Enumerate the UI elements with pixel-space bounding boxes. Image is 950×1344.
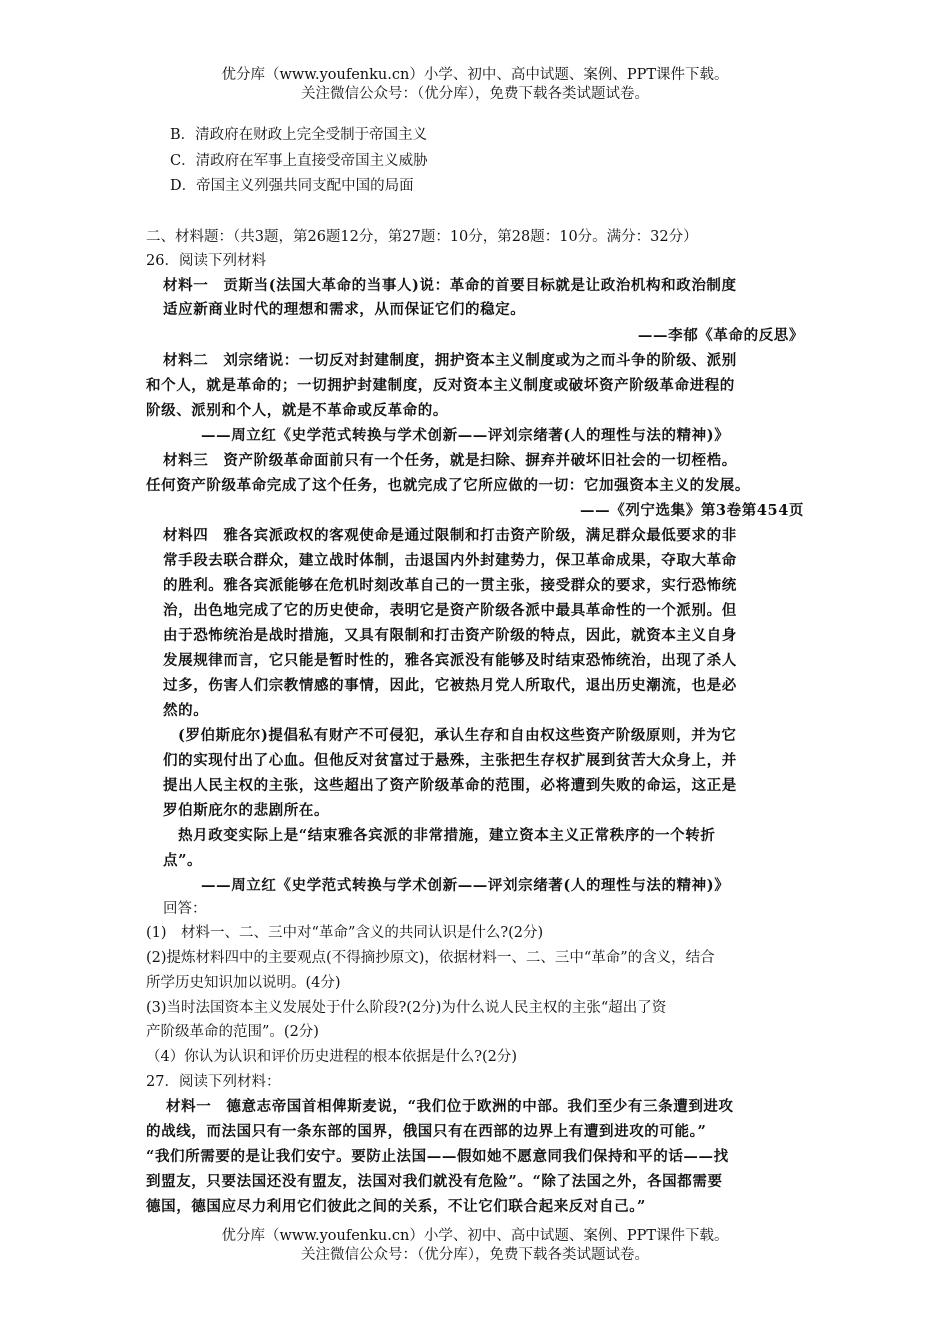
q26-number: 26．阅读下列材料 [146, 253, 266, 269]
option-c: C．清政府在军事上直接受帝国主义威胁 [170, 153, 428, 169]
q26-robespierre-line-2: 们的实现付出了心血。但他反对贫富过于悬殊，主张把生存权扩展到贫苦大众身上，并 [163, 752, 737, 769]
page-header [0, 66, 950, 104]
q26-material-4-line-8: 然的。 [163, 702, 209, 719]
q26-material-3-line-2: 任何资产阶级革命完成了这个任务，也就完成了它所应做的一切：它加强资本主义的发展。 [146, 477, 750, 494]
page-footer [0, 1227, 950, 1265]
q26-question-3-line-1: (3)当时法国资本主义发展处于什么阶段?(2分)为什么说人民主权的主张“超出了资 [146, 1000, 667, 1016]
q26-material-4-line-7: 过多，伤害人们宗教情感的事情，因此，它被热月党人所取代，退出历史潮流，也是必 [163, 677, 737, 694]
option-d: D．帝国主义列强共同支配中国的局面 [170, 178, 414, 194]
q26-robespierre-line-4: 罗伯斯庇尔的悲剧所在。 [163, 802, 330, 819]
header-line-1: 优分库（www.youfenku.cn）小学、初中、高中试题、案例、PPT课件下载。 [221, 67, 729, 83]
q26-material-4-source: ——周立红《史学范式转换与学术创新——评刘宗绪著(人的理性与法的精神)》 [201, 877, 730, 894]
q26-material-4-line-1: 材料四 雅各宾派政权的客观使命是通过限制和打击资产阶级，满足群众最低要求的非 [163, 527, 737, 544]
q26-material-4-line-5: 由于恐怖统治是战时措施，又具有限制和打击资产阶级的特点，因此，就资本主义自身 [163, 627, 737, 644]
q26-thermidor-line-1: 热月政变实际上是“结束雅各宾派的非常措施，建立资本主义正常秩序的一个转折 [178, 827, 716, 844]
q26-material-3-source: ——《列宁选集》第3卷第454页 [580, 502, 804, 519]
q27-material-1-line-4: 到盟友，只要法国还没有盟友，法国对我们就没有危险”。“除了法国之外，各国都需要 [146, 1173, 723, 1190]
q27-number: 27．阅读下列材料： [146, 1074, 281, 1090]
q26-thermidor-line-2: 点”。 [163, 852, 203, 869]
q26-material-4-line-6: 发展规律而言，它只能是暂时性的，雅各宾派没有能够及时结束恐怖统治，出现了杀人 [163, 652, 737, 669]
q26-material-2-line-1: 材料二 刘宗绪说：一切反对封建制度，拥护资本主义制度或为之而斗争的阶级、派别 [163, 352, 737, 369]
q27-material-1-line-1: 材料一 德意志帝国首相俾斯麦说，“我们位于欧洲的中部。我们至少有三条遭到进攻 [166, 1098, 734, 1115]
q26-robespierre-line-3: 提出人民主权的主张，这些超出了资产阶级革命的范围，必将遭到失败的命运，这正是 [163, 777, 737, 794]
q26-question-1: (1) 材料一、二、三中对“革命”含义的共同认识是什么?(2分) [146, 925, 544, 941]
q26-material-1-line-2: 适应新商业时代的理想和需求，从而保证它们的稳定。 [163, 301, 526, 318]
q27-material-1-line-3: “我们所需要的是让我们安宁。要防止法国——假如她不愿意同我们保持和平的话——找 [146, 1148, 729, 1165]
q26-material-2-line-2: 和个人，就是革命的；一切拥护封建制度，反对资本主义制度或破坏资产阶级革命进程的 [146, 377, 735, 394]
q26-material-4-line-3: 的胜利。雅各宾派能够在危机时刻改革自己的一贯主张，接受群众的要求，实行恐怖统 [163, 577, 737, 594]
q26-question-3-line-2: 产阶级革命的范围”。(2分) [146, 1024, 319, 1040]
q26-answer-label: 回答： [163, 901, 207, 917]
q26-question-4: （4）你认为认识和评价历史进程的根本依据是什么?(2分) [146, 1049, 518, 1065]
q26-material-2-source: ——周立红《史学范式转换与学术创新——评刘宗绪著(人的理性与法的精神)》 [201, 427, 730, 444]
q26-material-4-line-4: 治，出色地完成了它的历史使命，表明它是资产阶级各派中最具革命性的一个派别。但 [163, 602, 737, 619]
header-line-2: 关注微信公众号：（优分库），免费下载各类试题试卷。 [301, 86, 649, 102]
q27-material-1-line-5: 德国，德国应尽力利用它们彼此之间的关系，不让它们联合起来反对自己。” [146, 1198, 646, 1215]
q26-material-1-source: ——李郁《革命的反思》 [637, 327, 804, 344]
q26-material-3-line-1: 材料三 资产阶级革命面前只有一个任务，就是扫除、摒弃并破坏旧社会的一切桎梏。 [163, 452, 737, 469]
q26-question-2-line-1: (2)提炼材料四中的主要观点(不得摘抄原文)，依据材料一、二、三中“革命”的含义，结合 [146, 950, 715, 966]
section-2-title: 二、材料题：（共3题，第26题12分，第27题：10分，第28题：10分。满分：32分） [146, 229, 698, 245]
q26-question-2-line-2: 所学历史知识加以说明。(4分) [146, 975, 341, 991]
footer-line-2: 关注微信公众号：（优分库），免费下载各类试题试卷。 [301, 1247, 649, 1263]
q26-material-1-line-1: 材料一 贡斯当(法国大革命的当事人)说：革命的首要目标就是让政治机构和政治制度 [163, 277, 737, 294]
option-b: B．清政府在财政上完全受制于帝国主义 [170, 127, 428, 143]
q26-material-2-line-3: 阶级、派别和个人，就是不革命或反革命的。 [146, 402, 448, 419]
q27-material-1-line-2: 的战线，而法国只有一条东部的国界，俄国只有在西部的边界上有遭到进攻的可能。” [146, 1123, 707, 1140]
q26-robespierre-line-1: (罗伯斯庇尔)提倡私有财产不可侵犯，承认生存和自由权这些资产阶级原则，并为它 [178, 727, 737, 744]
footer-line-1: 优分库（www.youfenku.cn）小学、初中、高中试题、案例、PPT课件下载。 [221, 1228, 729, 1244]
q26-material-4-line-2: 常手段去联合群众，建立战时体制，击退国内外封建势力，保卫革命成果，夺取大革命 [163, 552, 737, 569]
